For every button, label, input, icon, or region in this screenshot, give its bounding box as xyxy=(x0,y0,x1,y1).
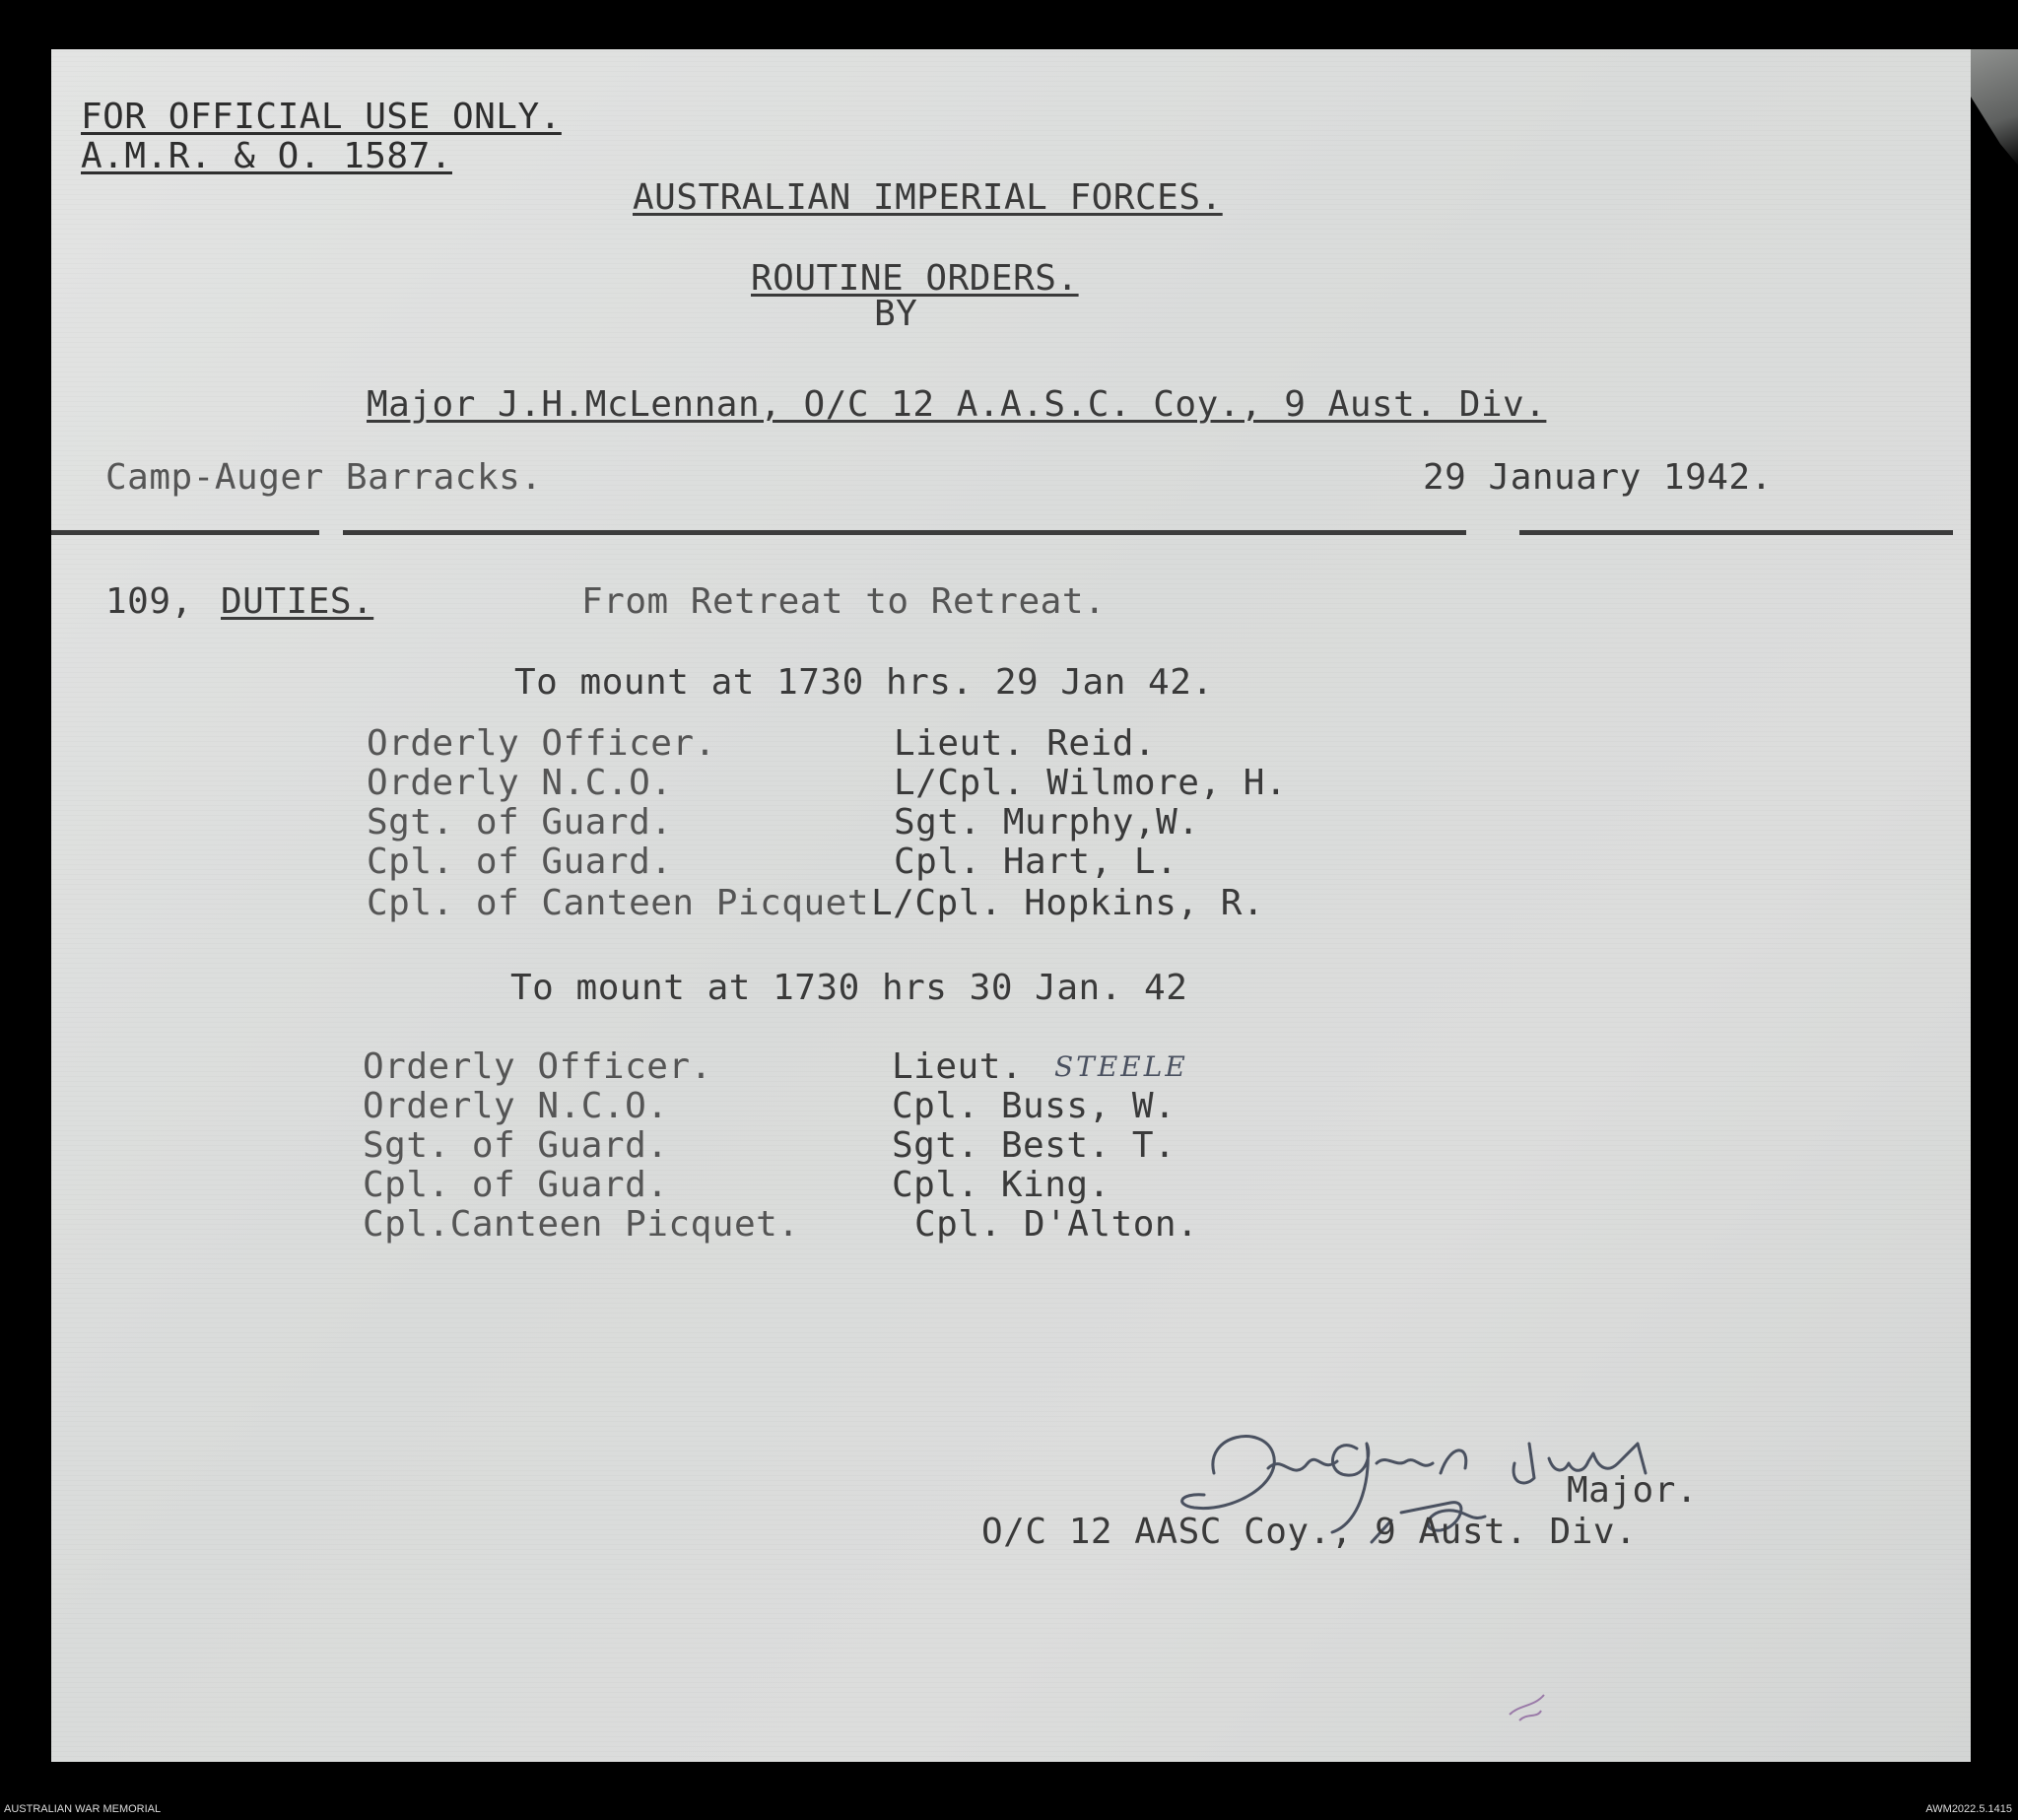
routine-orders-heading: ROUTINE ORDERS. xyxy=(751,258,1079,299)
duty-assignee: Cpl. Buss, W. xyxy=(892,1086,1177,1126)
handwritten-name: STEELE xyxy=(1054,1050,1188,1083)
footer-reference: AWM2022.5.1415 xyxy=(1925,1803,2012,1815)
order-date: 29 January 1942. xyxy=(1423,457,1773,498)
divider-rule-middle xyxy=(343,530,1466,535)
duty-label: Cpl.Canteen Picquet. xyxy=(363,1204,800,1245)
duty-assignee: L/Cpl. Wilmore, H. xyxy=(894,763,1288,803)
duty-label: Sgt. of Guard. xyxy=(363,1125,669,1166)
order-title: DUTIES. xyxy=(221,581,374,622)
duty-label: Cpl. of Guard. xyxy=(367,842,673,882)
mount-heading-2: To mount at 1730 hrs 30 Jan. 42 xyxy=(510,968,1188,1008)
duty-label: Orderly N.C.O. xyxy=(367,763,673,803)
document-sheet xyxy=(51,49,1971,1762)
issuing-officer: Major J.H.McLennan, O/C 12 A.A.S.C. Coy., 9 Aust. Div. xyxy=(367,384,1547,425)
signatory-unit: O/C 12 AASC Coy., 9 Aust. Div. xyxy=(981,1512,1638,1552)
folded-corner xyxy=(1971,49,2018,168)
order-number: 109, xyxy=(105,581,193,622)
duty-label: Orderly Officer. xyxy=(363,1046,712,1087)
forces-heading: AUSTRALIAN IMPERIAL FORCES. xyxy=(633,177,1223,218)
amr-reference: A.M.R. & O. 1587. xyxy=(81,136,452,176)
duty-assignee: Lieut. Reid. xyxy=(894,723,1157,764)
duty-label: Cpl. of Guard. xyxy=(363,1165,669,1205)
ink-stamp-fragment xyxy=(1500,1685,1559,1734)
footer-credit: AUSTRALIAN WAR MEMORIAL xyxy=(4,1803,162,1815)
duty-assignee: Cpl. King. xyxy=(892,1165,1110,1205)
duty-assignee: Cpl. D'Alton. xyxy=(914,1204,1199,1245)
duty-label: Orderly N.C.O. xyxy=(363,1086,669,1126)
duty-label: Cpl. of Canteen Picquet xyxy=(367,883,869,923)
divider-rule-left xyxy=(51,530,319,535)
divider-rule-right xyxy=(1519,530,1953,535)
duty-assignee: Lieut. xyxy=(892,1046,1024,1087)
order-period: From Retreat to Retreat. xyxy=(581,581,1107,622)
duty-assignee: L/Cpl. Hopkins, R. xyxy=(871,883,1265,923)
by-label: BY xyxy=(874,294,918,334)
duty-label: Orderly Officer. xyxy=(367,723,716,764)
duty-label: Sgt. of Guard. xyxy=(367,802,673,843)
mount-heading-1: To mount at 1730 hrs. 29 Jan 42. xyxy=(514,662,1214,703)
official-use-notice: FOR OFFICIAL USE ONLY. xyxy=(81,97,562,137)
signatory-rank: Major. xyxy=(1567,1470,1699,1511)
camp-location: Camp-Auger Barracks. xyxy=(105,457,543,498)
duty-assignee: Sgt. Murphy,W. xyxy=(894,802,1200,843)
duty-assignee: Sgt. Best. T. xyxy=(892,1125,1177,1166)
duty-assignee: Cpl. Hart, L. xyxy=(894,842,1178,882)
